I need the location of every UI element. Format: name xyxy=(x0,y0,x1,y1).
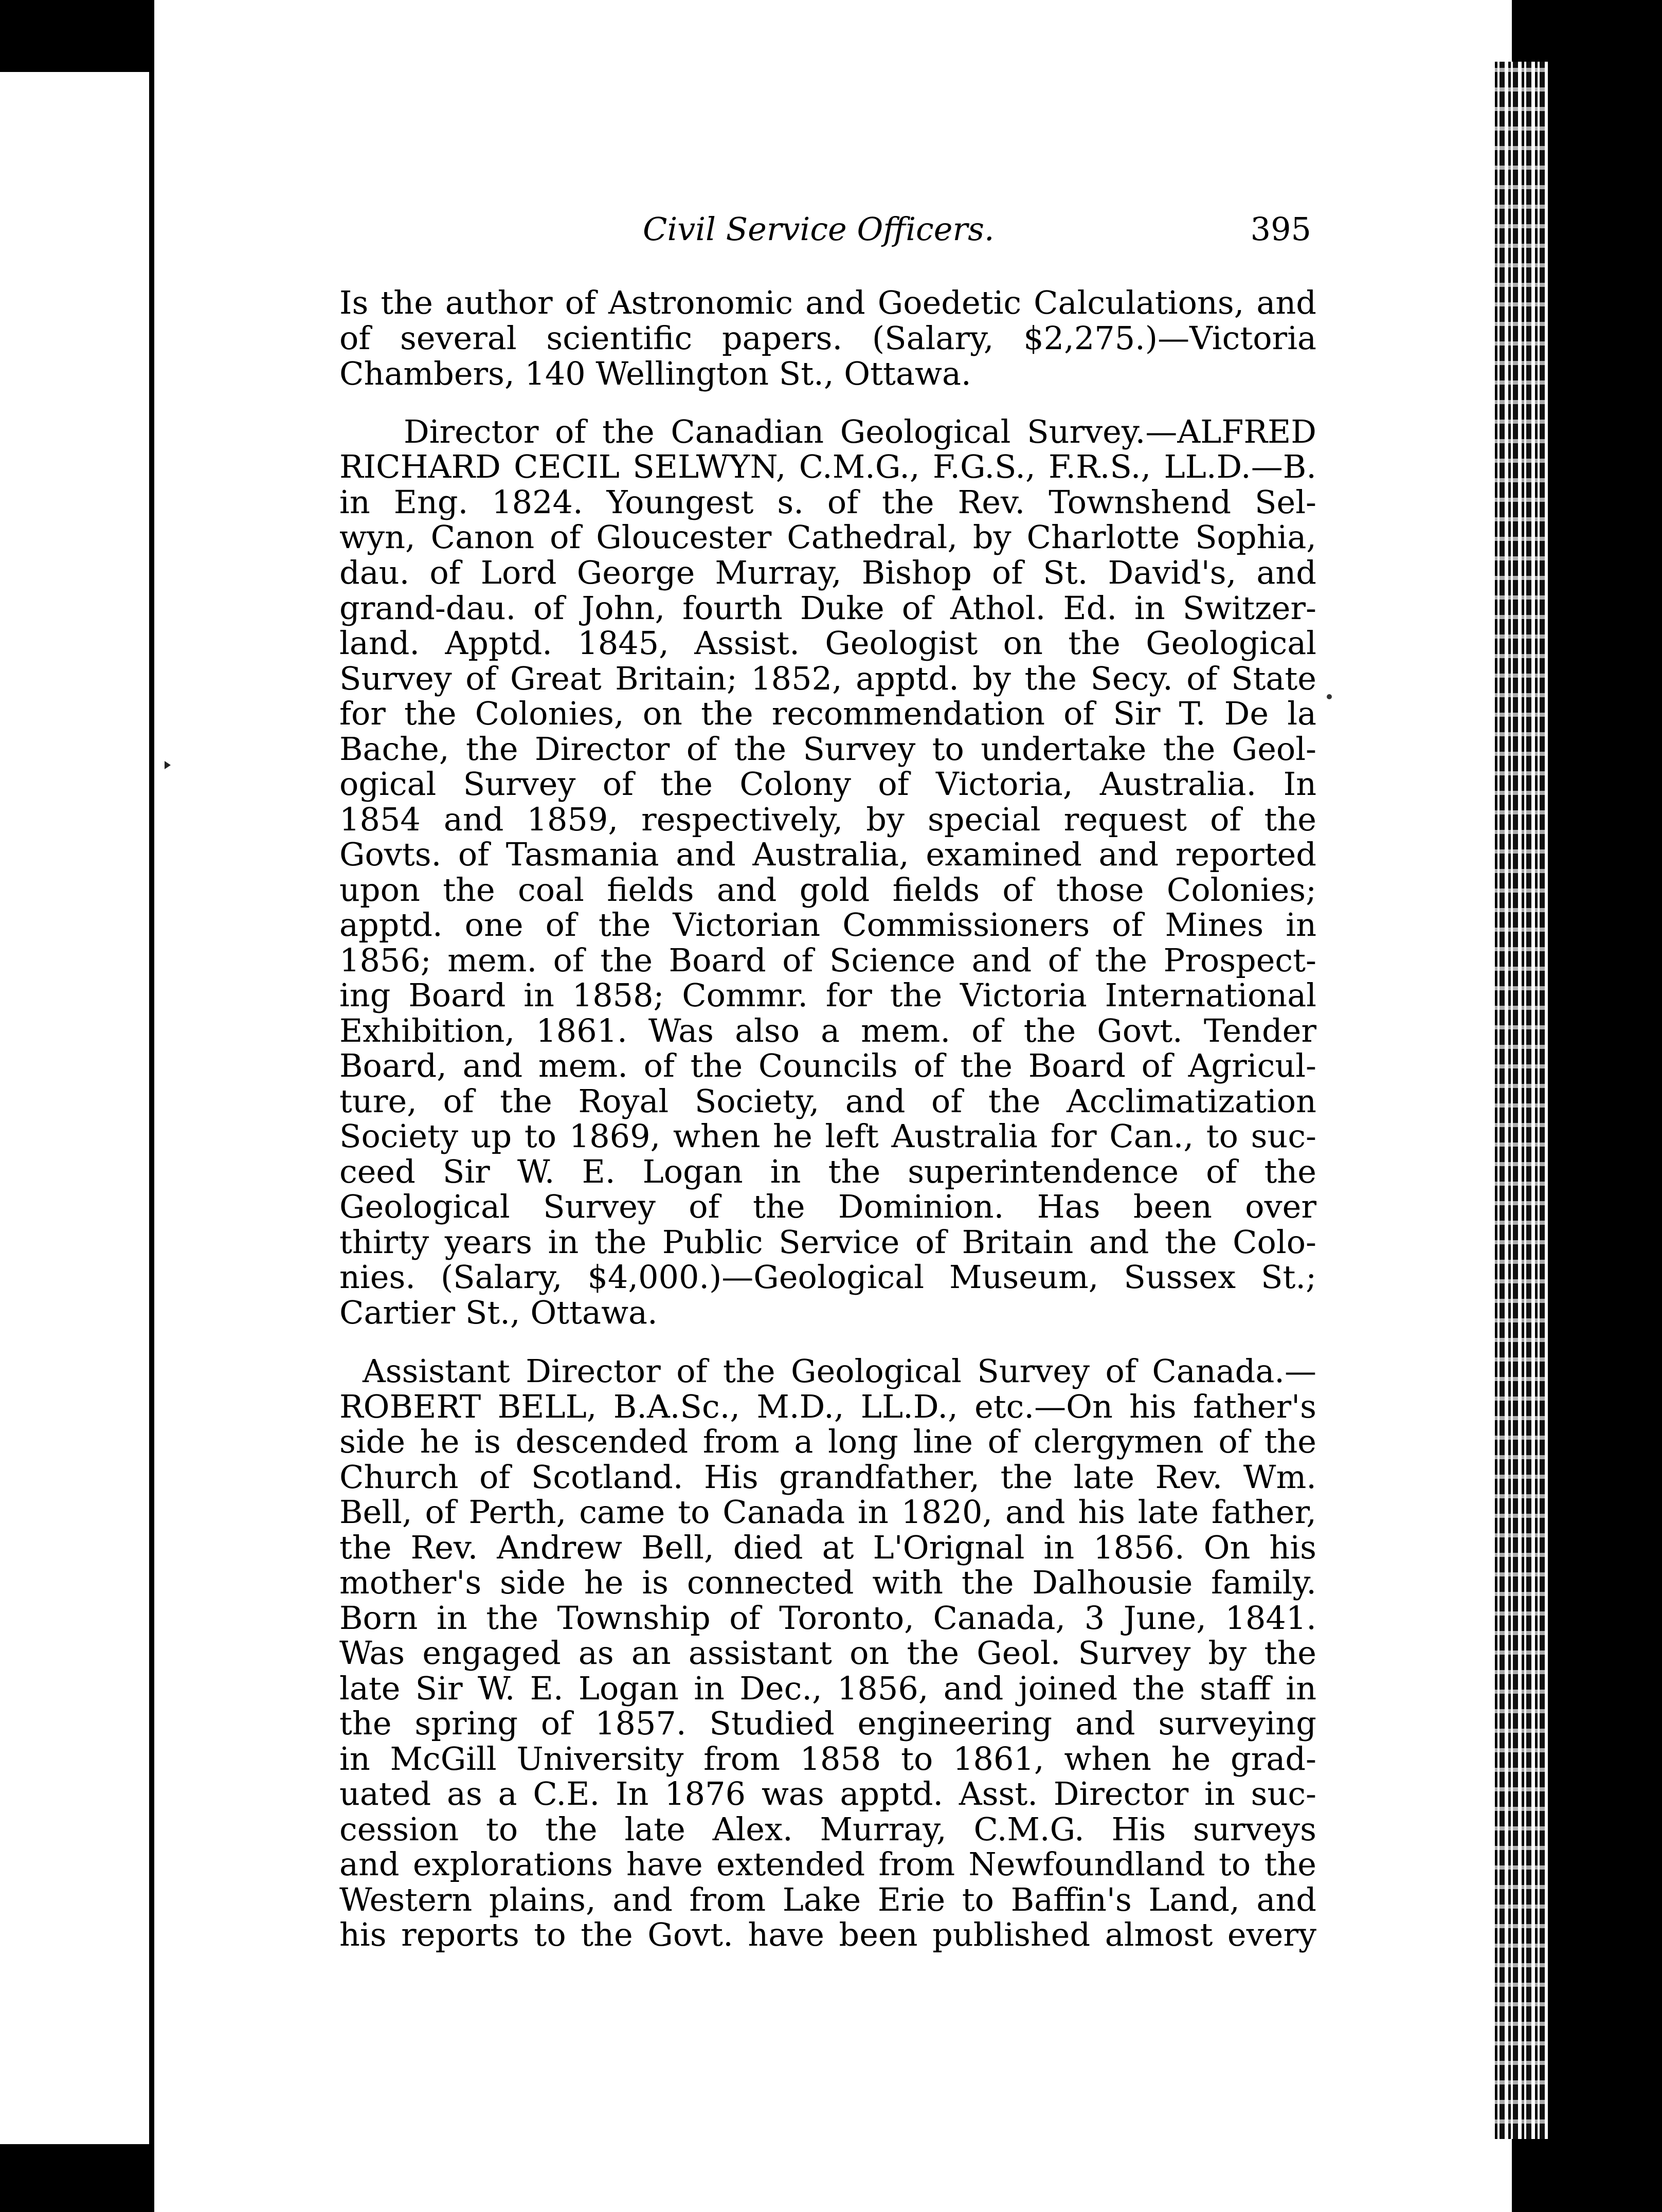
margin-arrow-mark xyxy=(165,761,171,769)
section-heading-line: Assistant Director of the Geological Survey of Canada.— xyxy=(363,1352,1316,1390)
text-line: for the Colonies, on the recommendation of Sir T. De la xyxy=(339,695,1316,732)
text-line: uated as a C.E. In 1876 was apptd. Asst. Director in suc- xyxy=(339,1775,1316,1812)
text-line: Was engaged as an assistant on the Geol. Survey by the xyxy=(339,1634,1316,1672)
text-line: Board, and mem. of the Councils of the Board of Agricul- xyxy=(339,1047,1316,1084)
text-line: ing Board in 1858; Commr. for the Victoria International xyxy=(339,976,1316,1014)
text-line: 1854 and 1859, respectively, by special request of the xyxy=(339,801,1316,838)
section-heading-line: Director of the Canadian Geological Survey.—ALFRED xyxy=(404,413,1316,450)
text-line: Western plains, and from Lake Erie to Baffin's Land, and xyxy=(339,1881,1316,1918)
text-line: cession to the late Alex. Murray, C.M.G. His surveys xyxy=(339,1810,1316,1848)
text-line: Exhibition, 1861. Was also a mem. of the Govt. Tender xyxy=(339,1012,1316,1049)
text-line: Govts. of Tasmania and Australia, examined and reported xyxy=(339,836,1316,873)
text-line: late Sir W. E. Logan in Dec., 1856, and joined the staff in xyxy=(339,1670,1316,1707)
text-line: thirty years in the Public Service of Britain and the Colo- xyxy=(339,1223,1316,1261)
text-line: Is the author of Astronomic and Goedetic Calculations, and xyxy=(339,284,1316,321)
text-line: land. Apptd. 1845, Assist. Geologist on the Geological xyxy=(339,624,1316,662)
text-line: Society up to 1869, when he left Australia for Can., to suc- xyxy=(339,1117,1316,1155)
text-line: upon the coal fields and gold fields of those Colonies; xyxy=(339,871,1316,909)
text-line: ogical Survey of the Colony of Victoria, Australia. In xyxy=(339,765,1316,803)
page-edge-stack xyxy=(1491,62,1548,2139)
text-line: Bache, the Director of the Survey to undertake the Geol- xyxy=(339,730,1316,768)
text-line: grand-dau. of John, fourth Duke of Athol. Ed. in Switzer- xyxy=(339,589,1316,627)
text-line: in McGill University from 1858 to 1861, when he grad- xyxy=(339,1740,1316,1778)
page-number: 395 xyxy=(1250,210,1311,248)
text-line: his reports to the Govt. have been published almost every xyxy=(339,1916,1316,1953)
text-line: apptd. one of the Victorian Commissioners of Mines in xyxy=(339,906,1316,944)
text-line: Cartier St., Ottawa. xyxy=(339,1294,658,1331)
text-line: 1856; mem. of the Board of Science and of the Prospect- xyxy=(339,941,1316,979)
text-line: mother's side he is connected with the Dalhousie family. xyxy=(339,1564,1316,1601)
text-line: side he is descended from a long line of clergymen of the xyxy=(339,1423,1316,1460)
text-line: the spring of 1857. Studied engineering and surveying xyxy=(339,1705,1316,1742)
text-line: and explorations have extended from Newfoundland to the xyxy=(339,1845,1316,1883)
text-line: ROBERT BELL, B.A.Sc., M.D., LL.D., etc.—On his father's xyxy=(339,1388,1316,1425)
text-line: dau. of Lord George Murray, Bishop of St. David's, and xyxy=(339,554,1316,591)
margin-dot-mark xyxy=(1327,694,1332,699)
text-line: Chambers, 140 Wellington St., Ottawa. xyxy=(339,355,971,392)
text-line: the Rev. Andrew Bell, died at L'Orignal in 1856. On his xyxy=(339,1529,1316,1566)
running-header-title: Civil Service Officers. xyxy=(643,210,995,248)
text-line: Church of Scotland. His grandfather, the late Rev. Wm. xyxy=(339,1458,1316,1496)
text-line: Bell, of Perth, came to Canada in 1820, and his late father, xyxy=(339,1493,1316,1531)
text-line: Geological Survey of the Dominion. Has been over xyxy=(339,1188,1316,1225)
text-line: wyn, Canon of Gloucester Cathedral, by Charlotte Sophia, xyxy=(339,518,1316,556)
text-line: RICHARD CECIL SELWYN, C.M.G., F.G.S., F.R.S., LL.D.—B. xyxy=(339,448,1316,485)
text-line: in Eng. 1824. Youngest s. of the Rev. Townshend Sel- xyxy=(339,483,1316,521)
text-line: Survey of Great Britain; 1852, apptd. by the Secy. of State xyxy=(339,660,1316,697)
text-line: nies. (Salary, $4,000.)—Geological Museum, Sussex St.; xyxy=(339,1258,1316,1296)
text-line: Born in the Township of Toronto, Canada, 3 June, 1841. xyxy=(339,1599,1316,1637)
left-margin-strip xyxy=(0,72,149,2144)
text-line: of several scientific papers. (Salary, $2,275.)—Victoria xyxy=(339,319,1316,357)
text-line: ture, of the Royal Society, and of the Acclimatization xyxy=(339,1082,1316,1120)
text-line: ceed Sir W. E. Logan in the superintendence of the xyxy=(339,1153,1316,1190)
